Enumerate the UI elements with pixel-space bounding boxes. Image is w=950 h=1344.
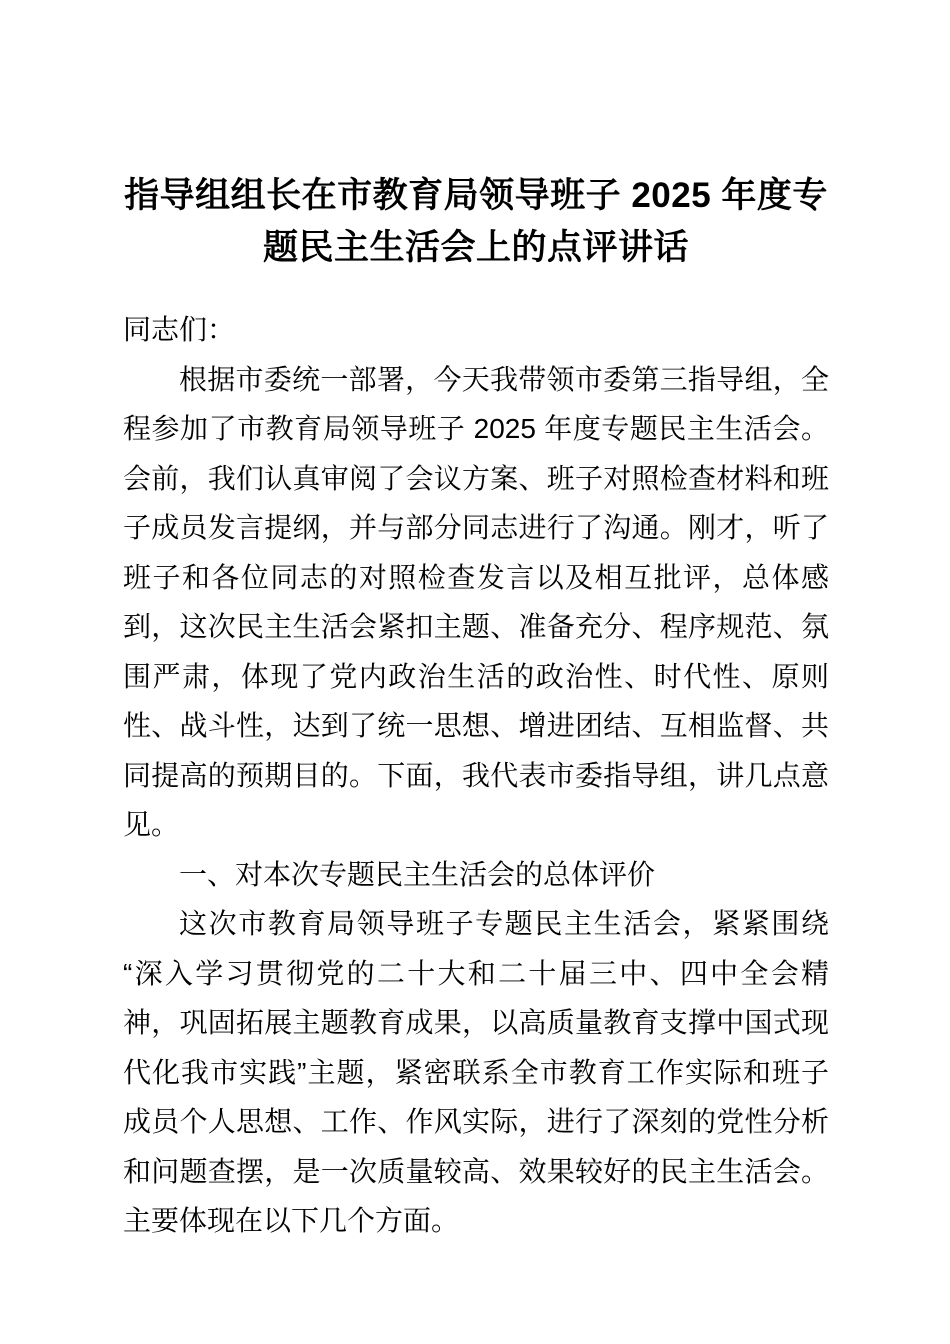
document-body [123,305,829,1246]
document-title: 指导组组长在市教育局领导班子 2025 年度专题民主生活会上的点评讲话 [124,176,828,267]
document-content [123,170,829,1246]
salutation: 同志们： [123,314,236,345]
section-heading-1: 一、对本次专题民主生活会的总体评价 [179,858,656,890]
paragraph-overview: 根据市委统一部署，今天我带领市委第三指导组，全程参加了市教育局领导班子 2025 年度专题民主生活会。会前，我们认真审阅了会议方案、班子对照检查材料和班子成员发言提纲，并与部分同志进行了沟通。刚才，听了班子和各位同志的对照检查发言以及相互批评，总体感到，这次民主生活会紧扣主题、准备充分、程序规范、氛围严肃，体现了党内政治生活的政治性、时代性、原则性、战斗性，达到了统一思想、增进团结、互相监督、共同提高的预期目的。下面，我代表市委指导组，讲几点意见。 [123,363,829,840]
paragraph-evaluation: 这次市教育局领导班子专题民主生活会，紧紧围绕“深入学习贯彻党的二十大和二十届三中、四中全会精神，巩固拓展主题教育成果，以高质量教育支撑中国式现代化我市实践”主题，紧密联系全市教育工作实际和班子成员个人思想、工作、作风实际，进行了深刻的党性分析和问题查摆，是一次质量较高、效果较好的民主生活会。主要体现在以下几个方面。 [123,908,829,1236]
